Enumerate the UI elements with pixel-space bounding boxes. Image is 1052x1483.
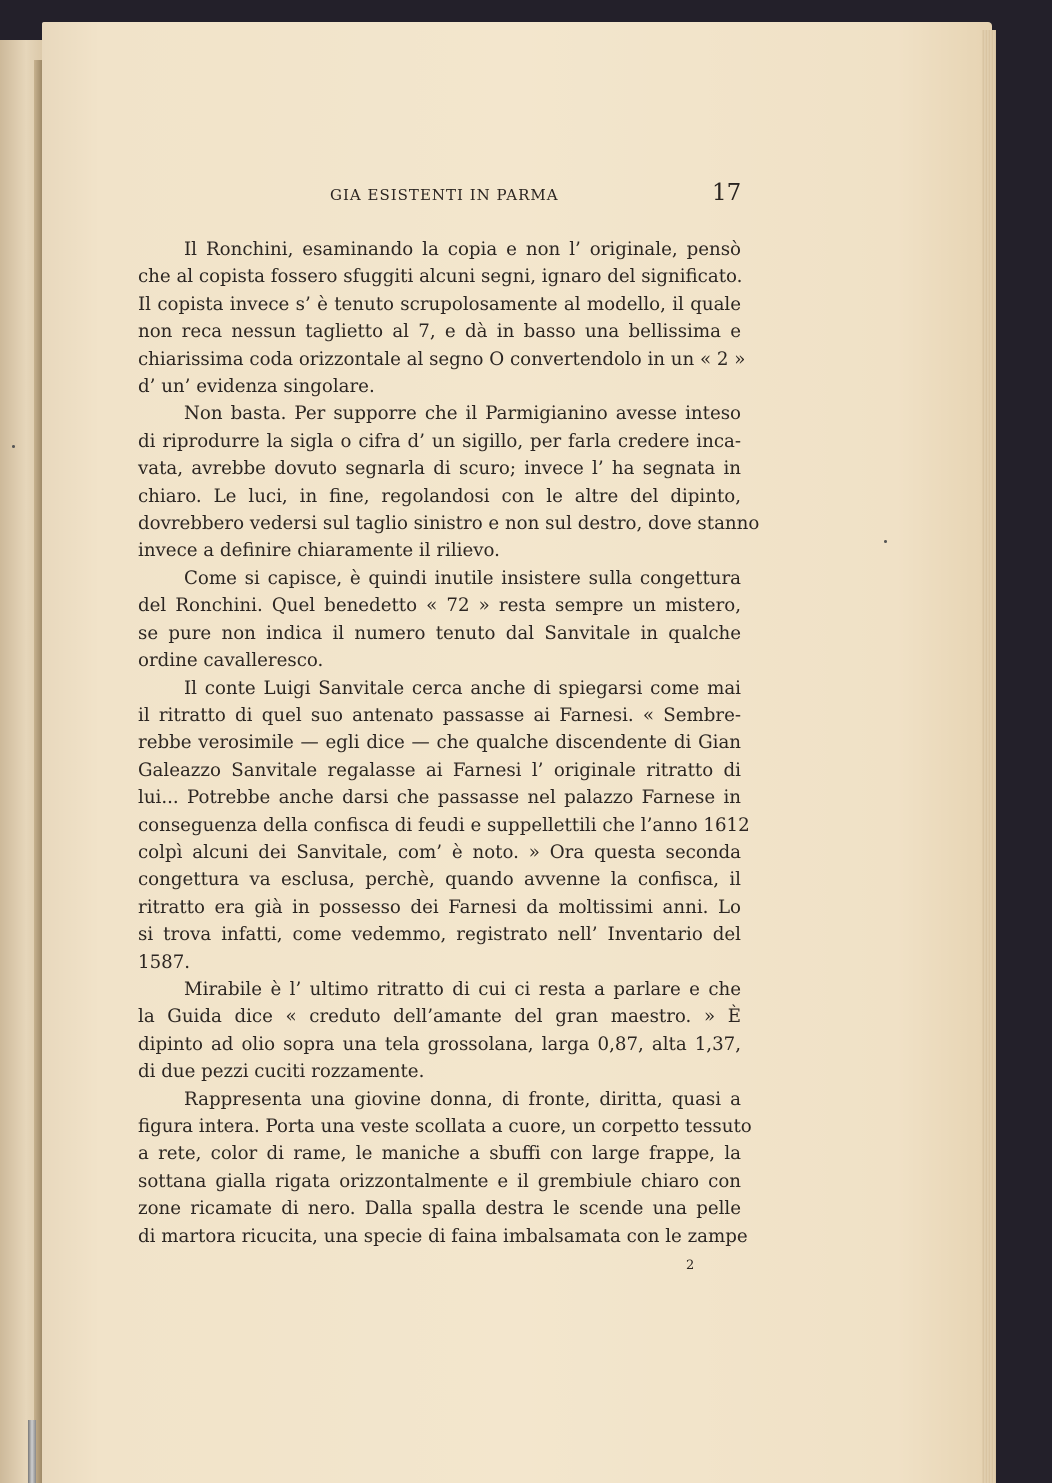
text-line: di riprodurre la sigla o cifra d’ un sigillo, per farla credere inca- <box>138 430 741 452</box>
text-line: colpì alcuni dei Sanvitale, com’ è noto. » Ora questa seconda <box>138 841 741 863</box>
text-line: rebbe verosimile — egli dice — che qualche discendente di Gian <box>138 732 741 754</box>
text-line: che al copista fossero sfuggiti alcuni segni, ignaro del significato. <box>138 266 743 288</box>
text-line: la Guida dice « creduto dell’amante del gran maestro. » È <box>138 1006 741 1028</box>
text-line: d’ un’ evidenza singolare. <box>138 376 375 398</box>
binding-strip <box>28 1420 36 1483</box>
text-line: di due pezzi cuciti rozzamente. <box>138 1061 425 1083</box>
text-line: conseguenza della confisca di feudi e suppellettili che l’anno 1612 <box>138 814 750 836</box>
text-line: Galeazzo Sanvitale regalasse ai Farnesi l’ originale ritratto di <box>138 759 741 781</box>
speck <box>12 445 15 448</box>
page-number: 17 <box>712 180 742 206</box>
paragraph <box>138 976 741 1086</box>
text-line: Mirabile è l’ ultimo ritratto di cui ci resta a parlare e che <box>184 978 741 1000</box>
body-text <box>138 236 760 1250</box>
text-line: Non basta. Per supporre che il Parmigianino avesse inteso <box>184 403 741 425</box>
speck <box>884 540 887 543</box>
text-line: chiaro. Le luci, in fine, regolandosi con le altre del dipinto, <box>138 485 741 507</box>
signature-mark: 2 <box>686 1258 695 1273</box>
page-stack-edge <box>982 30 996 1483</box>
text-line: sottana gialla rigata orizzontalmente e il grembiule chiaro con <box>138 1170 741 1192</box>
text-line: lui... Potrebbe anche darsi che passasse nel palazzo Farnese in <box>138 787 741 809</box>
text-line: 1587. <box>138 951 191 973</box>
text-line: Come si capisce, è quindi inutile insistere sulla congettura <box>184 567 741 589</box>
text-line: zone ricamate di nero. Dalla spalla destra le scende una pelle <box>138 1198 741 1220</box>
text-line: Il Ronchini, esaminando la copia e non l’ originale, pensò <box>184 239 741 260</box>
text-line: dovrebbero vedersi sul taglio sinistro e non sul destro, dove stanno <box>138 513 760 535</box>
text-line: ordine cavalleresco. <box>138 650 324 672</box>
paragraph <box>138 675 750 976</box>
text-line: congettura va esclusa, perchè, quando avvenne la confisca, il <box>138 869 741 891</box>
paragraph <box>138 400 760 564</box>
text-line: se pure non indica il numero tenuto dal Sanvitale in qualche <box>138 622 741 644</box>
text-line: figura intera. Porta una veste scollata a cuore, un corpetto tessuto <box>138 1116 752 1137</box>
text-line: Il conte Luigi Sanvitale cerca anche di spiegarsi come mai <box>184 677 741 699</box>
text-line: si trova infatti, come vedemmo, registrato nell’ Inventario del <box>138 924 741 946</box>
text-line: Il copista invece s’ è tenuto scrupolosamente al modello, il quale <box>138 293 741 315</box>
text-line: non reca nessun taglietto al 7, e dà in basso una bellissima e <box>138 321 741 343</box>
text-line: invece a definire chiaramente il rilievo. <box>138 540 500 562</box>
text-line: di martora ricucita, una specie di faina imbalsamata con le zampe <box>138 1225 748 1247</box>
text-line: il ritratto di quel suo antenato passasse ai Farnesi. « Sembre- <box>138 704 741 726</box>
text-line: dipinto ad olio sopra una tela grossolana, larga 0,87, alta 1,37, <box>138 1033 741 1055</box>
paragraph <box>138 565 741 675</box>
text-line: chiarissima coda orizzontale al segno O convertendolo in un « 2 » <box>138 348 746 370</box>
text-line: Rappresenta una giovine donna, di fronte, diritta, quasi a <box>184 1088 741 1110</box>
text-line: vata, avrebbe dovuto segnarla di scuro; invece l’ ha segnata in <box>138 458 741 480</box>
paragraph <box>138 236 746 400</box>
text-line: a rete, color di rame, le maniche a sbuffi con large frappe, la <box>138 1143 741 1165</box>
text-line: del Ronchini. Quel benedetto « 72 » resta sempre un mistero, <box>138 595 741 617</box>
running-title: GIA ESISTENTI IN PARMA <box>330 186 559 204</box>
text-line: ritratto era già in possesso dei Farnesi da moltissimi anni. Lo <box>138 896 741 918</box>
paragraph <box>138 1086 752 1250</box>
